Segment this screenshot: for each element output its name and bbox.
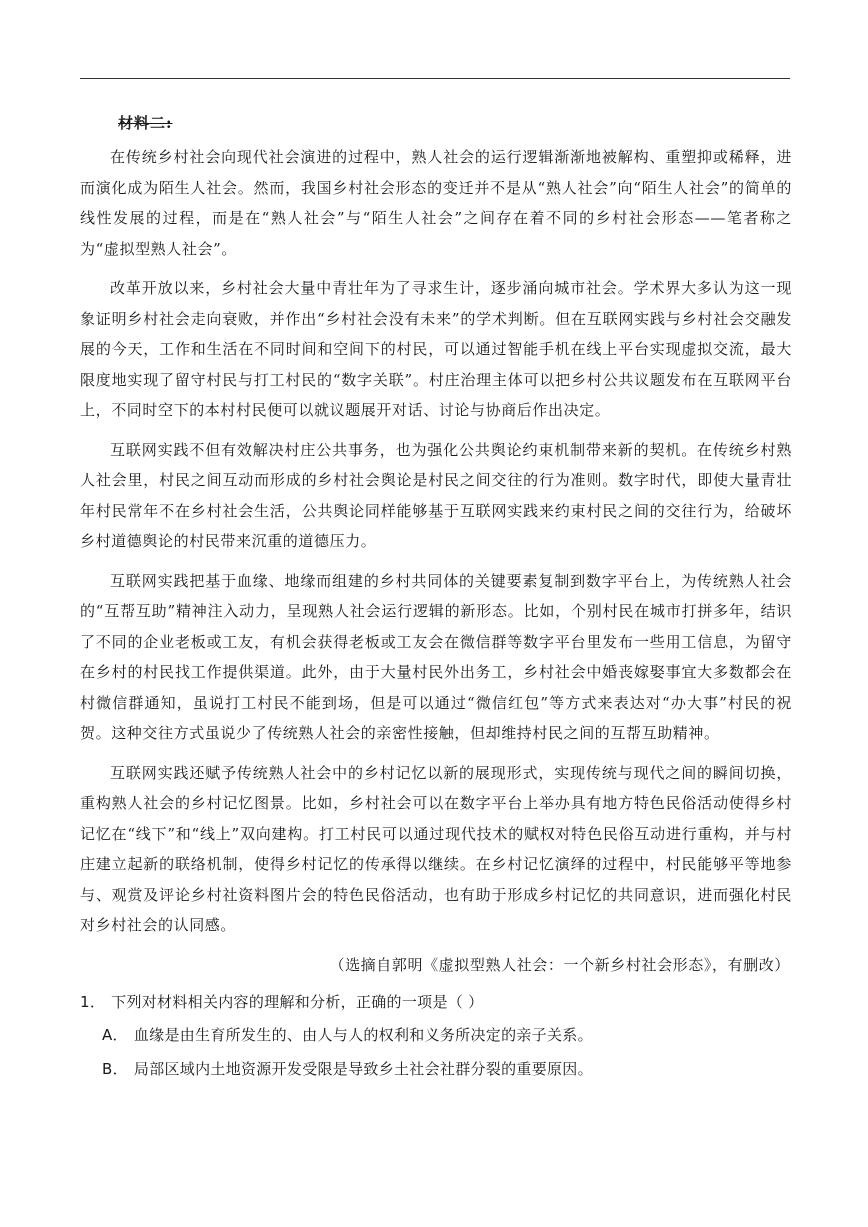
source-citation: （选摘自郭明《虚拟型熟人社会：一个新乡村社会形态》，有删改） xyxy=(329,955,790,974)
question-stem xyxy=(80,986,792,1018)
paragraph-4: 互联网实践把基于血缘、地缘而组建的乡村共同体的关键要素复制到数字平台上，为传统熟人社会的“互帮互助”精神注入动力，呈现熟人社会运行逻辑的新形态。比如，个别村民在城市打拼多年，结识了不同的企业老板或工友，有机会获得老板或工友会在微信群等数字平台里发布一些用工信息，为留守在乡村的村民找工作提供渠道。此外，由于大量村民外出务工，乡村社会中婚丧嫁娶事宜大多数都会在村微信群通知，虽说打工村民不能到场，但是可以通过“微信红包”等方式来表达对“办大事”村民的祝贺。这种交往方式虽说少了传统熟人社会的亲密性接触，但却维持村民之间的互帮互助精神。 xyxy=(80,571,792,742)
question-block xyxy=(80,986,792,1086)
option-a[interactable] xyxy=(102,1018,792,1052)
paragraph-3: 互联网实践不但有效解决村庄公共事务，也为强化公共舆论约束机制带来新的契机。在传统乡村熟人社会里，村民之间互动而形成的乡村社会舆论是村民之间交往的行为准则。数字时代，即使大量青壮年村民常年不在乡村社会生活，公共舆论同样能够基于互联网实践来约束村民之间的交往行为，给破坏乡村道德舆论的村民带来沉重的道德压力。 xyxy=(80,440,792,550)
option-letter: B． xyxy=(102,1059,128,1078)
paragraph-1: 在传统乡村社会向现代社会演进的过程中，熟人社会的运行逻辑渐渐地被解构、重塑抑或稀释，进而演化成为陌生人社会。然而，我国乡村社会形态的变迁并不是从“熟人社会”向“陌生人社会”的简单的线性发展的过程，而是在“熟人社会”与“陌生人社会”之间存在着不同的乡村社会形态——笔者称之为“虚拟型熟人社会”。 xyxy=(80,148,792,258)
paragraph-5: 互联网实践还赋予传统熟人社会中的乡村记忆以新的展现形式，实现传统与现代之间的瞬间切换，重构熟人社会的乡村记忆图景。比如，乡村社会可以在数字平台上举办具有地方特色民俗活动使得乡村记忆在“线下”和“线上”双向建构。打工村民可以通过现代技术的赋权对特色民俗互动进行重构，并与村庄建立起新的联络机制，使得乡村记忆的传承得以继续。在乡村记忆演绎的过程中，村民能够平等地参与、观赏及评论乡村社资料图片会的特色民俗活动，也有助于形成乡村记忆的共同意识，进而强化村民对乡村社会的认同感。 xyxy=(80,763,792,934)
option-text: 血缘是由生育所发生的、由人与人的权利和义务所决定的亲子关系。 xyxy=(133,1025,593,1044)
question-text: 下列对材料相关内容的理解和分析，正确的一项是（ ） xyxy=(111,992,484,1011)
option-text: 局部区域内土地资源开发受限是导致乡土社会社群分裂的重要原因。 xyxy=(133,1059,593,1078)
option-letter: A． xyxy=(102,1025,128,1044)
question-number: 1． xyxy=(80,992,106,1011)
header-divider xyxy=(80,78,790,79)
section-heading: 材料二: xyxy=(118,114,173,132)
document-body xyxy=(80,108,792,1086)
option-b[interactable] xyxy=(102,1052,792,1086)
paragraph-2: 改革开放以来，乡村社会大量中青壮年为了寻求生计，逐步涌向城市社会。学术界大多认为这一现象证明乡村社会走向衰败，并作出“乡村社会没有未来”的学术判断。但在互联网实践与乡村社会交融发展的今天，工作和生活在不同时间和空间下的村民，可以通过智能手机在线上平台实现虚拟交流，最大限度地实现了留守村民与打工村民的“数字关联”。村庄治理主体可以把乡村公共议题发布在互联网平台上，不同时空下的本村村民便可以就议题展开对话、讨论与协商后作出决定。 xyxy=(80,279,792,419)
